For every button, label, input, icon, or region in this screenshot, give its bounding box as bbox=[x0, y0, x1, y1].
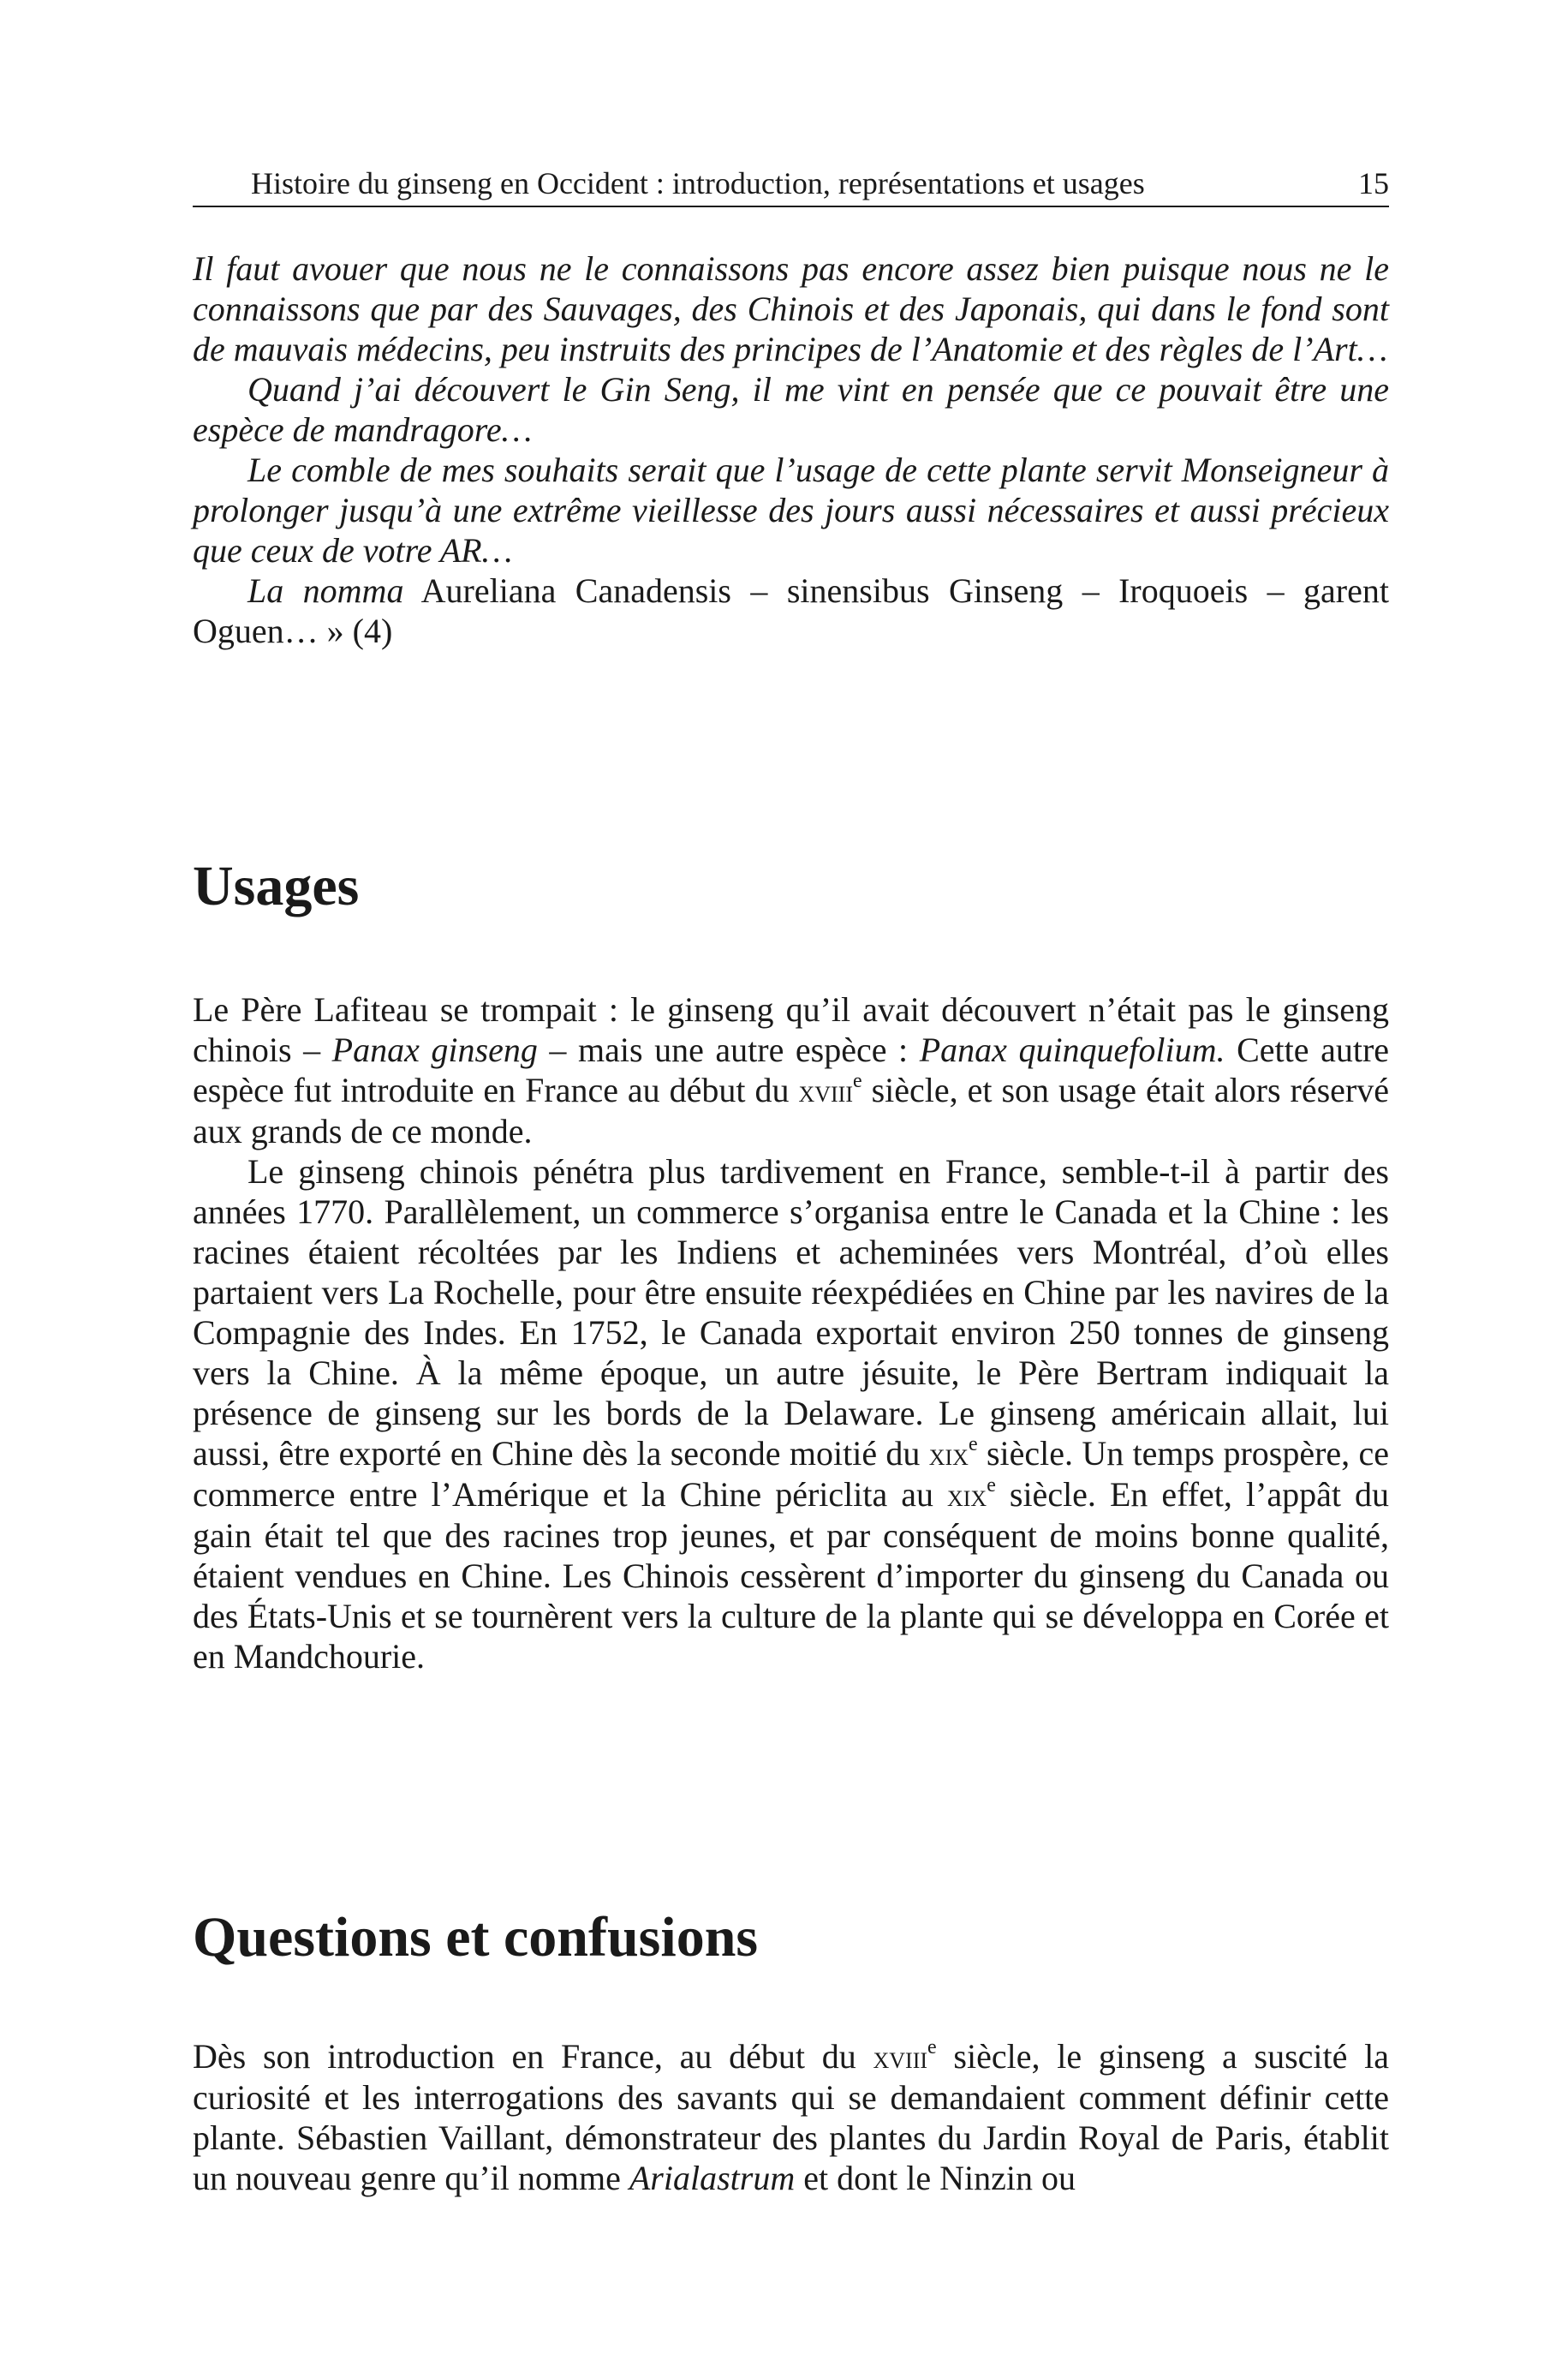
section-heading-questions: Questions et confusions bbox=[193, 1906, 759, 1969]
paragraph bbox=[193, 989, 1389, 1151]
century-numeral: xix bbox=[947, 1478, 987, 1513]
section-usages bbox=[193, 989, 1389, 1676]
paragraph bbox=[193, 2036, 1389, 2198]
quote-italic-lead: La nomma bbox=[247, 571, 404, 610]
text-run: siècle. En effet, l’appât du gain était tel que des racines trop jeunes, et par conséquent de moins bonne qualité, étaient vendues en Chine. Les Chinois cessèrent d’importer du ginseng du Canada ou des États-Unis et se tournèrent vers la culture de la plante qui se développa en Corée et en Mandchourie. bbox=[193, 1475, 1389, 1676]
species-name: Panax ginseng bbox=[331, 1031, 538, 1069]
text-run: Le ginseng chinois pénétra plus tardivement en France, semble-t-il à partir des années 1770. Parallèlement, un commerce s’organisa entre le Canada et la Chine : les racines étaient récoltées par les Indiens et acheminées vers Montréal, d’où elles partaient vers La Rochelle, pour être ensuite réexpédiées en Chine par les navires de la Compagnie des Indes. En 1752, le Canada exportait environ 250 tonnes de ginseng vers la Chine. À la même époque, un autre jésuite, le Père Bertram indiquait la présence de ginseng sur les bords de la Delaware. Le ginseng américain allait, lui aussi, être exporté en Chine dès la seconde moitié du bbox=[193, 1152, 1389, 1473]
text-run: Le Père Lafiteau se trompait : le ginseng qu’il avait découvert n’était pas le ginseng chinois – bbox=[193, 990, 1389, 1069]
text-run: siècle. Un temps prospère, ce commerce entre l’Amérique et la Chine périclita au bbox=[193, 1434, 1390, 1514]
quote-paragraph: Il faut avouer que nous ne le connaissons pas encore assez bien puisque nous ne le connaissons que par des Sauvages, des Chinois et des Japonais, qui dans le fond sont de mauvais médecins, peu instruits des principes de l’Anatomie et des règles de l’Art… bbox=[193, 249, 1389, 368]
section-questions bbox=[193, 2036, 1389, 2198]
ordinal-superscript: e bbox=[987, 1474, 996, 1497]
text-run: – mais une autre espèce : bbox=[537, 1031, 920, 1069]
quote-upright-text: Aureliana Canadensis – sinensibus Ginseng – Iroquoeis – garent Oguen… » (4) bbox=[193, 571, 1389, 650]
species-name: Panax quinquefolium. bbox=[919, 1031, 1225, 1069]
quote-paragraph: Quand j’ai découvert le Gin Seng, il me vint en pensée que ce pouvait être une espèce de mandragore… bbox=[193, 370, 1389, 449]
paragraph bbox=[193, 1151, 1389, 1676]
ordinal-superscript: e bbox=[927, 2036, 937, 2059]
text-run: siècle, le ginseng a suscité la curiosité et les interrogations des savants qui se demandaient comment définir cette plante. Sébastien Vaillant, démonstrateur des plantes du Jardin Royal de Paris, établit un nouveau genre qu’il nomme bbox=[193, 2037, 1389, 2197]
century-numeral: xix bbox=[928, 1437, 969, 1472]
century-numeral: xviii bbox=[873, 2040, 928, 2075]
genus-name: Arialastrum bbox=[629, 2159, 796, 2197]
quote-paragraph bbox=[193, 571, 1389, 651]
ordinal-superscript: e bbox=[968, 1433, 978, 1456]
text-run: et dont le Ninzin ou bbox=[795, 2159, 1076, 2197]
text-run: Cette autre espèce fut introduite en France au début du bbox=[193, 1031, 1390, 1109]
ordinal-superscript: e bbox=[852, 1070, 862, 1093]
running-header bbox=[193, 163, 1389, 207]
page-number: 15 bbox=[1358, 166, 1389, 200]
section-heading-usages: Usages bbox=[193, 855, 360, 917]
text-run: Dès son introduction en France, au début du bbox=[193, 2037, 873, 2076]
running-header-title: Histoire du ginseng en Occident : introduction, représentations et usages bbox=[251, 166, 1145, 200]
quote-paragraph: Le comble de mes souhaits serait que l’usage de cette plante servit Monseigneur à prolonger jusqu’à une extrême vieillesse des jours aussi nécessaires et aussi précieux que ceux de votre AR… bbox=[193, 451, 1389, 570]
block-quotation bbox=[193, 248, 1389, 651]
century-numeral: xviii bbox=[798, 1073, 853, 1108]
text-run: siècle, et son usage était alors réservé aux grands de ce monde. bbox=[193, 1071, 1390, 1150]
